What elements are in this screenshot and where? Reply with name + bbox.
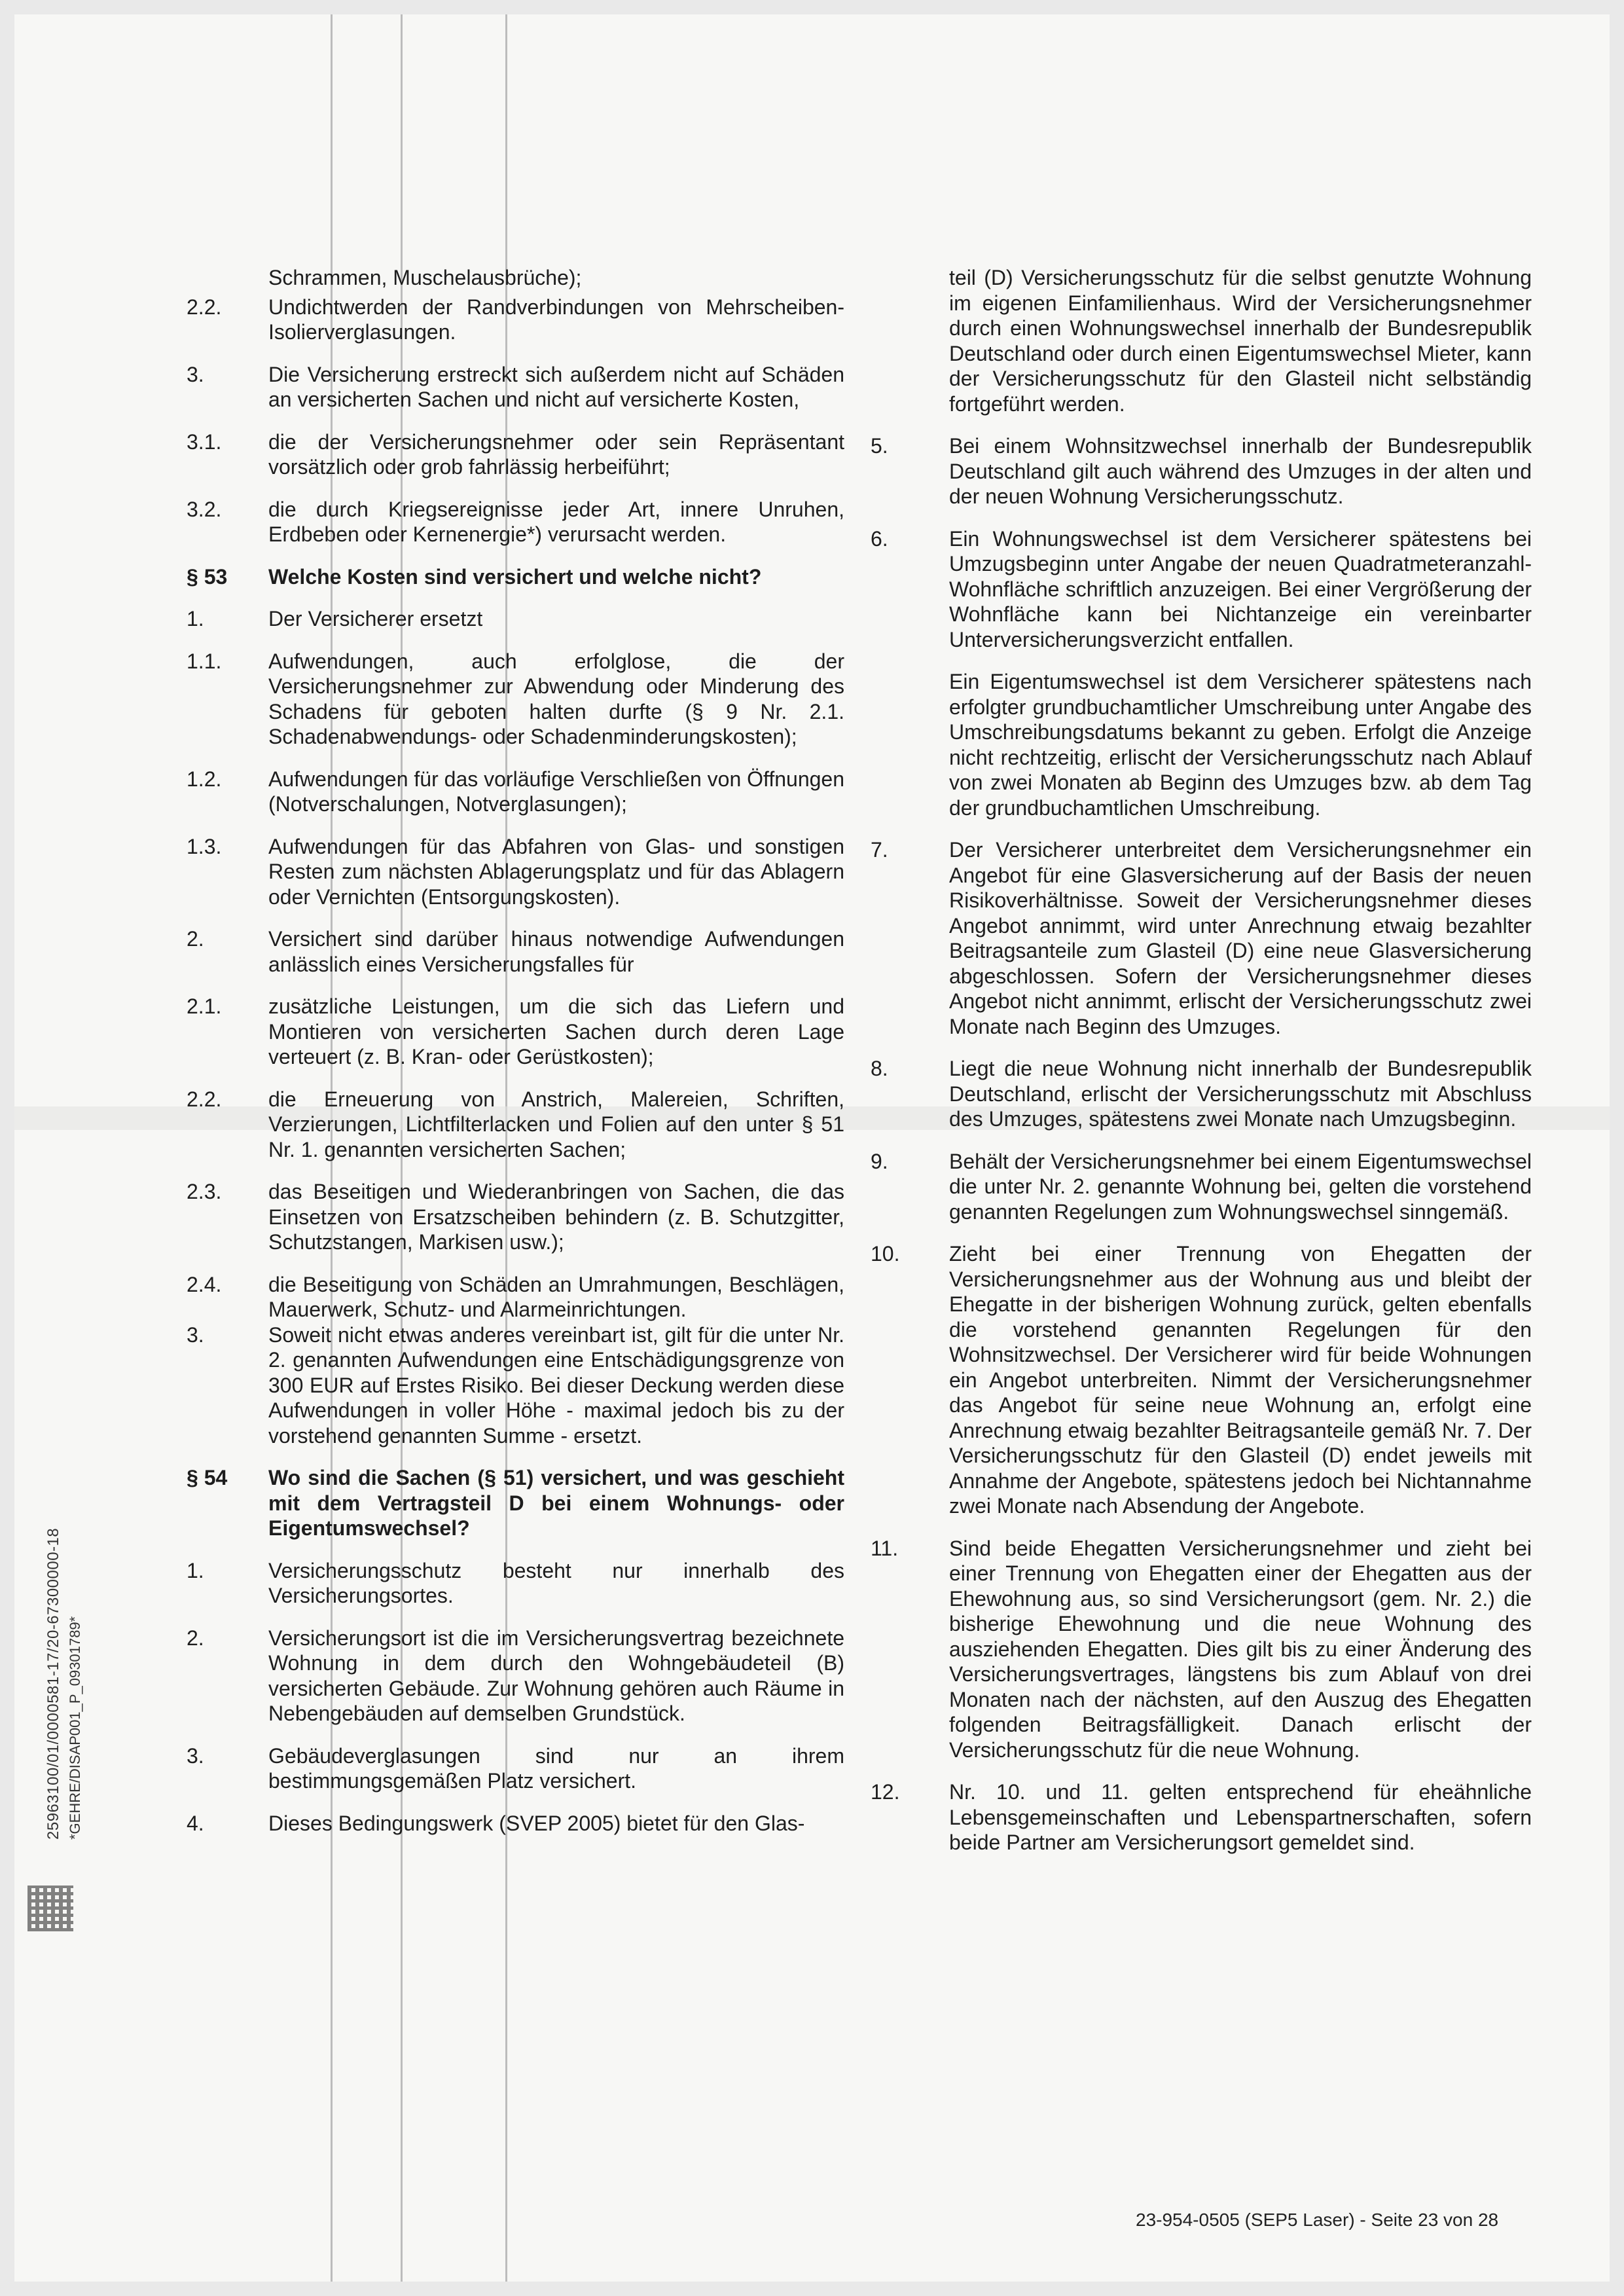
clause-item [187, 1272, 844, 1322]
clause-number: 1.1. [187, 649, 222, 673]
clause-item [187, 994, 844, 1070]
clause-text: Aufwendungen, auch erfolglose, die der Versicherungsnehmer zur Abwendung oder Minderung des Schadens für geboten halten durfte (§ 9 Nr. 2.1. Schadenabwendungs- oder Schadenminderungskosten); [268, 649, 844, 748]
right-column [871, 265, 1532, 1855]
clause-item [871, 1149, 1532, 1225]
clause-item [187, 1743, 844, 1794]
clause-text: Ein Eigentumswechsel ist dem Versicherer spätestens nach erfolgter grundbuchamtlicher Umschreibung unter Angabe des Umschreibungsdatums bekannt zu geben. Erfolgt die Anzeige nicht rechtzeitig, erlischt der Versicherungsschutz nach Ablauf von zwei Monaten ab Beginn des Umzuges bzw. ab dem Tag der grundbuchamtlichen Umschreibung. [949, 670, 1532, 820]
clause-number: 2.1. [187, 994, 222, 1018]
clause-text: Nr. 10. und 11. gelten entsprechend für eheähnliche Lebensgemeinschaften und Lebenspartnerschaften, sofern beide Partner am Versicherungsort gemeldet sind. [949, 1780, 1532, 1854]
clause-text: die Erneuerung von Anstrich, Malereien, Schriften, Verzierungen, Lichtfilterlacken und Folien auf den unter § 51 Nr. 1. genannten versicherten Sachen; [268, 1087, 844, 1161]
clause-item [187, 1179, 844, 1255]
clause-number: 3. [187, 1743, 204, 1768]
page-footer: 23-954-0505 (SEP5 Laser) - Seite 23 von 28 [1136, 2210, 1499, 2230]
clause-item [187, 606, 844, 632]
clause-item [871, 433, 1532, 509]
margin-document-id: 25963100/01/0000581-17/20-67300000-18 [45, 1527, 62, 1840]
clause-number: 6. [871, 526, 888, 551]
clause-item [187, 1558, 844, 1609]
clause-text: Versichert sind darüber hinaus notwendige Aufwendungen anlässlich eines Versicherungsfalles für [268, 927, 844, 976]
clause-text: Aufwendungen für das vorläufige Verschließen von Öffnungen (Notverschalungen, Notverglasungen); [268, 767, 844, 816]
section-heading [187, 1465, 844, 1541]
clause-text: Versicherungsschutz besteht nur innerhalb des Versicherungsortes. [268, 1558, 844, 1607]
clause-item [187, 1626, 844, 1726]
datamatrix-code [27, 1886, 73, 1931]
clause-number: 10. [871, 1242, 900, 1266]
clause-text: die Beseitigung von Schäden an Umrahmungen, Beschlägen, Mauerwerk, Schutz- und Alarmeinrichtungen. [268, 1272, 844, 1321]
clause-text: Schrammen, Muschelausbrüche); [268, 266, 582, 289]
clause-item [187, 767, 844, 817]
clause-number: 4. [187, 1811, 204, 1835]
clause-text: Zieht bei einer Trennung von Ehegatten der Versicherungsnehmer aus der Wohnung aus und bleibt der Ehegatte in der bisherigen Wohnung zurück, gelten ebenfalls die vorstehend genannten Regelungen für den Wohnsitzwechsel. Der Versicherer wird für beide Wohnungen ein Angebot unterbreiten. Nimmt der Versicherungsnehmer das Angebot für seine neue Wohnung an, erfolgt eine Anrechnung etwaig bezahlter Beitragsanteile gemäß Nr. 7. Der Versicherungsschutz für den Glasteil (D) endet jeweils mit Annahme der Angebote, spätestens jedoch bei Nichtannahme zwei Monate nach Absendung der Angebote. [949, 1242, 1532, 1518]
clause-number: 5. [871, 434, 888, 458]
clause-number: 2.2. [187, 295, 222, 319]
clause-number: 9. [871, 1149, 888, 1173]
clause-item [187, 834, 844, 910]
left-column [187, 265, 844, 1836]
clause-number: 8. [871, 1057, 888, 1080]
clause-text: teil (D) Versicherungsschutz für die selbst genutzte Wohnung im eigenen Einfamilienhaus. Wird der Versicherungsnehmer durch einen Wohnungswechsel innerhalb der Bundesrepublik Deutschland oder durch einen Eigentumswechsel Mieter, kann der Versicherungsschutz für den Glasteil nicht selbständig fortgeführt werden. [949, 266, 1532, 416]
clause-text: Sind beide Ehegatten Versicherungsnehmer und zieht bei einer Trennung von Ehegatten einer der Ehegatten aus der Ehewohnung aus, so sind Versicherungsort (gem. Nr. 2.) die bisherige Ehewohnung und die neue Wohnung des ausziehenden Ehegatten. Dies gilt bis zu einer Änderung des Versicherungsvertrages, längstens bis zum Ablauf von drei Monaten nach der nächsten, auf den Auszug des Ehegatten folgenden Beitragsfälligkeit. Danach erlischt der Versicherungsschutz für die neue Wohnung. [949, 1536, 1532, 1762]
clause-text: Der Versicherer ersetzt [268, 607, 483, 630]
clause-text: Die Versicherung erstreckt sich außerdem nicht auf Schäden an versicherten Sachen und nicht auf versicherte Kosten, [268, 362, 844, 411]
clause-text: Undichtwerden der Randverbindungen von Mehrscheiben-Isolierverglasungen. [268, 295, 844, 344]
clause-text: das Beseitigen und Wiederanbringen von Sachen, die das Einsetzen von Ersatzscheiben behindern (z. B. Schutzgitter, Schutzstangen, Markisen usw.); [268, 1180, 844, 1254]
clause-item [187, 265, 844, 291]
clause-text: Soweit nicht etwas anderes vereinbart ist, gilt für die unter Nr. 2. genannten Aufwendungen eine Entschädigungsgrenze von 300 EUR auf Erstes Risiko. Bei dieser Deckung werden diese Aufwendungen in voller Höhe - maximal jedoch bis zu der vorstehend genannten Summe - ersetzt. [268, 1322, 844, 1448]
clause-number: 2.3. [187, 1180, 222, 1203]
clause-item [871, 1241, 1532, 1519]
clause-number: 3. [187, 362, 204, 386]
clause-item [187, 1087, 844, 1163]
clause-text: Versicherungsort ist die im Versicherungsvertrag bezeichnete Wohnung in dem durch den Wohngebäudeteil (B) versicherten Gebäude. Zur Wohnung gehören auch Räume in Nebengebäuden auf demselben Grundstück. [268, 1626, 844, 1725]
clause-number: 3. [187, 1322, 204, 1347]
clause-number: 1. [187, 1558, 204, 1582]
clause-item [187, 1811, 844, 1836]
clause-item [187, 926, 844, 977]
clause-item [871, 837, 1532, 1039]
clause-number: 2.4. [187, 1272, 222, 1296]
section-heading [187, 564, 844, 590]
clause-text: Gebäudeverglasungen sind nur an ihrem bestimmungsgemäßen Platz versichert. [268, 1743, 844, 1793]
clause-number: 1. [187, 607, 204, 630]
clause-text: Bei einem Wohnsitzwechsel innerhalb der Bundesrepublik Deutschland gilt auch während des Umzuges in der alten und der neuen Wohnung Versicherungsschutz. [949, 434, 1532, 508]
clause-number: 2. [187, 1626, 204, 1650]
clause-item [871, 1779, 1532, 1855]
clause-item [871, 526, 1532, 653]
clause-item [187, 429, 844, 480]
clause-number: 11. [871, 1536, 899, 1560]
clause-item [187, 295, 844, 345]
clause-number: 2. [187, 927, 204, 951]
clause-number: 7. [871, 838, 888, 862]
clause-text: Der Versicherer unterbreitet dem Versicherungsnehmer ein Angebot für eine Glasversicherung auf der Basis der neuen Risikoverhältnisse. Soweit der Versicherungsnehmer dieses Angebot annimmt, wird unter Anrechnung etwaig bezahlter Beitragsanteile zum Glasteil (D) eine neue Glasversicherung abgeschlossen. Sofern der Versicherungsnehmer dieses Angebot nicht annimmt, erlischt der Versicherungsschutz zwei Monate nach Beginn des Umzuges. [949, 838, 1532, 1038]
clause-text: Behält der Versicherungsnehmer bei einem Eigentumswechsel die unter Nr. 2. genannte Wohnung bei, gelten die vorstehend genannten Regelungen zum Wohnungswechsel sinngemäß. [949, 1149, 1532, 1224]
clause-number: 1.3. [187, 834, 222, 858]
clause-item [871, 265, 1532, 416]
clause-item [871, 669, 1532, 820]
clause-text: Wo sind die Sachen (§ 51) versichert, und was geschieht mit dem Vertragsteil D bei einem Wohnungs- oder Eigentumswechsel? [268, 1466, 844, 1540]
clause-text: Dieses Bedingungswerk (SVEP 2005) bietet für den Glas- [268, 1811, 805, 1835]
clause-item [871, 1536, 1532, 1763]
clause-item [187, 1322, 844, 1449]
clause-text: Ein Wohnungswechsel ist dem Versicherer spätestens bei Umzugsbeginn unter Angabe der neuen Quadratmeteranzahl-Wohnfläche schriftlich anzuzeigen. Bei einer Vergrößerung der Wohnfläche kann bei Nichtanzeige ein vereinbarter Unterversicherungsverzicht entfallen. [949, 526, 1532, 651]
margin-barcode-text: *GEHRE/DISAP001_P_09301789* [67, 1616, 83, 1840]
clause-number: 3.1. [187, 429, 222, 454]
clause-number: § 53 [187, 564, 228, 589]
clause-text: zusätzliche Leistungen, um die sich das Liefern und Montieren von versicherten Sachen durch deren Lage verteuert (z. B. Kran- oder Gerüstkosten); [268, 994, 844, 1068]
clause-number: 3.2. [187, 497, 222, 521]
clause-number: 12. [871, 1780, 900, 1804]
clause-text: Welche Kosten sind versichert und welche nicht? [268, 564, 762, 589]
clause-number: § 54 [187, 1466, 228, 1489]
clause-text: die der Versicherungsnehmer oder sein Repräsentant vorsätzlich oder grob fahrlässig herbeiführt; [268, 429, 844, 479]
clause-text: Aufwendungen für das Abfahren von Glas- und sonstigen Resten zum nächsten Ablagerungsplatz und für das Ablagern oder Vernichten (Entsorgungskosten). [268, 834, 844, 909]
clause-item [187, 649, 844, 750]
clause-item [187, 497, 844, 547]
clause-text: Liegt die neue Wohnung nicht innerhalb der Bundesrepublik Deutschland, erlischt der Versicherungsschutz mit Abschluss des Umzuges, spätestens zwei Monate nach Umzugsbeginn. [949, 1057, 1532, 1131]
clause-item [871, 1056, 1532, 1132]
clause-text: die durch Kriegsereignisse jeder Art, innere Unruhen, Erdbeben oder Kernenergie*) verursacht werden. [268, 497, 844, 546]
clause-number: 2.2. [187, 1087, 222, 1111]
clause-item [187, 362, 844, 412]
clause-number: 1.2. [187, 767, 222, 791]
